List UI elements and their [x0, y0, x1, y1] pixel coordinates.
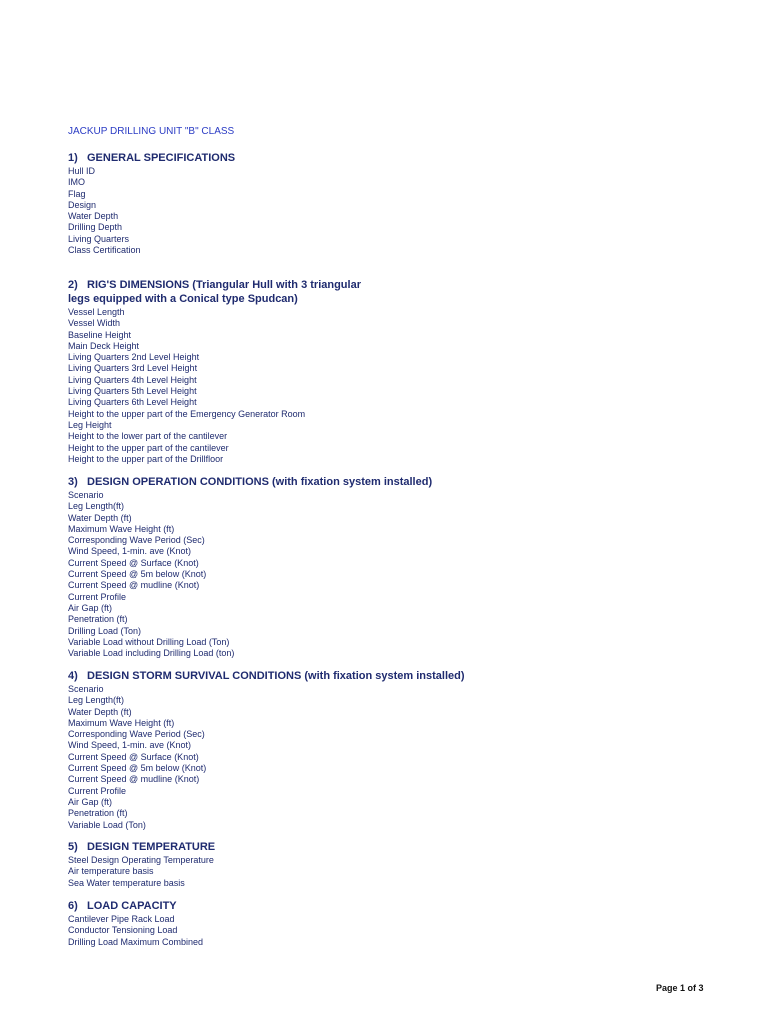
section-load-capacity: [68, 899, 203, 948]
list-item: Water Depth (ft): [68, 512, 132, 523]
list-item: Air Gap (ft): [68, 602, 113, 613]
list-item: Height to the lower part of the cantilever: [68, 431, 228, 442]
list-item: Air temperature basis: [68, 866, 154, 877]
list-item: Variable Load including Drilling Load (ton): [68, 648, 235, 659]
section-design-temperature: [68, 840, 215, 889]
section-heading: [68, 840, 215, 854]
list-item: Living Quarters 4th Level Height: [68, 374, 197, 385]
list-item: Scenario: [68, 490, 104, 500]
list-item: Height to the upper part of the Emergency Generator Room: [68, 408, 306, 419]
section-number: 1): [68, 152, 78, 164]
list-item: Living Quarters: [68, 233, 130, 244]
list-item: Air Gap (ft): [68, 796, 113, 807]
section-number: 2): [68, 279, 78, 291]
list-item: Leg Length(ft): [68, 695, 125, 706]
list-item: Current Profile: [68, 785, 127, 796]
list-item: Wind Speed, 1-min. ave (Knot): [68, 740, 192, 751]
section-heading-text: RIG'S DIMENSIONS (Triangular Hull with 3 triangular: [87, 279, 361, 291]
section-design-operation-conditions: [68, 475, 432, 659]
page-number: Page 1 of 3: [656, 983, 704, 993]
section-heading-text: DESIGN OPERATION CONDITIONS (with fixation system installed): [87, 476, 433, 488]
list-item: Sea Water temperature basis: [68, 877, 185, 888]
list-item: Current Speed @ Surface (Knot): [68, 557, 199, 568]
section-heading: [68, 151, 235, 165]
list-item: Current Speed @ mudline (Knot): [68, 774, 200, 785]
list-item: Steel Design Operating Temperature: [68, 855, 214, 865]
section-heading-text-line2: legs equipped with a Conical type Spudcan): [68, 293, 298, 305]
list-item: Living Quarters 2nd Level Height: [68, 352, 200, 363]
section-number: 5): [68, 841, 78, 853]
section-heading-text: DESIGN STORM SURVIVAL CONDITIONS (with fixation system installed): [87, 670, 465, 682]
spec-list: [68, 490, 432, 659]
list-item: Living Quarters 5th Level Height: [68, 386, 197, 397]
list-item: Height to the upper part of the Drillfloor: [68, 453, 224, 464]
list-item: Leg Height: [68, 419, 112, 430]
section-heading-text: GENERAL SPECIFICATIONS: [87, 152, 236, 164]
list-item: Current Speed @ Surface (Knot): [68, 751, 199, 762]
section-number: 6): [68, 900, 78, 912]
list-item: Current Profile: [68, 591, 127, 602]
list-item: Corresponding Wave Period (Sec): [68, 535, 205, 546]
list-item: Water Depth (ft): [68, 706, 132, 717]
list-item: Drilling Depth: [68, 222, 123, 233]
list-item: Penetration (ft): [68, 808, 128, 819]
section-heading-text: LOAD CAPACITY: [87, 900, 177, 912]
list-item: Scenario: [68, 684, 104, 694]
list-item: Maximum Wave Height (ft): [68, 717, 175, 728]
spec-list: [68, 307, 361, 465]
list-item: Leg Length(ft): [68, 501, 125, 512]
list-item: Corresponding Wave Period (Sec): [68, 729, 205, 740]
list-item: Main Deck Height: [68, 340, 140, 351]
list-item: Baseline Height: [68, 329, 132, 340]
spec-list: [68, 684, 465, 831]
list-item: Penetration (ft): [68, 614, 128, 625]
list-item: Class Certification: [68, 245, 141, 256]
list-item: Height to the upper part of the cantilever: [68, 442, 229, 453]
spec-list: [68, 166, 235, 256]
list-item: Conductor Tensioning Load: [68, 925, 178, 936]
list-item: IMO: [68, 177, 85, 188]
list-item: Drilling Load (Ton): [68, 625, 142, 636]
list-item: Vessel Length: [68, 307, 125, 317]
list-item: Current Speed @ mudline (Knot): [68, 580, 200, 591]
document-title: JACKUP DRILLING UNIT "B" CLASS: [68, 126, 235, 137]
list-item: Drilling Load Maximum Combined: [68, 936, 204, 947]
list-item: Vessel Width: [68, 318, 121, 329]
list-item: Flag: [68, 188, 86, 199]
list-item: Wind Speed, 1-min. ave (Knot): [68, 546, 192, 557]
list-item: Design: [68, 199, 97, 210]
spec-list: [68, 914, 203, 948]
list-item: Variable Load without Drilling Load (Ton): [68, 636, 230, 647]
section-heading: [68, 669, 465, 683]
section-general-specifications: [68, 151, 235, 256]
list-item: Cantilever Pipe Rack Load: [68, 914, 175, 924]
section-heading-text: DESIGN TEMPERATURE: [87, 841, 216, 853]
section-heading: [68, 899, 203, 913]
list-item: Maximum Wave Height (ft): [68, 523, 175, 534]
list-item: Current Speed @ 5m below (Knot): [68, 569, 207, 580]
section-number: 3): [68, 476, 78, 488]
section-heading: [68, 475, 432, 489]
section-rig-dimensions: [68, 278, 361, 465]
list-item: Current Speed @ 5m below (Knot): [68, 763, 207, 774]
spec-list: [68, 855, 215, 889]
list-item: Hull ID: [68, 166, 96, 176]
section-design-storm-survival-conditions: [68, 669, 465, 831]
list-item: Living Quarters 3rd Level Height: [68, 363, 198, 374]
list-item: Variable Load (Ton): [68, 819, 146, 830]
list-item: Water Depth: [68, 211, 119, 222]
list-item: Living Quarters 6th Level Height: [68, 397, 197, 408]
section-heading: [68, 278, 361, 306]
section-number: 4): [68, 670, 78, 682]
